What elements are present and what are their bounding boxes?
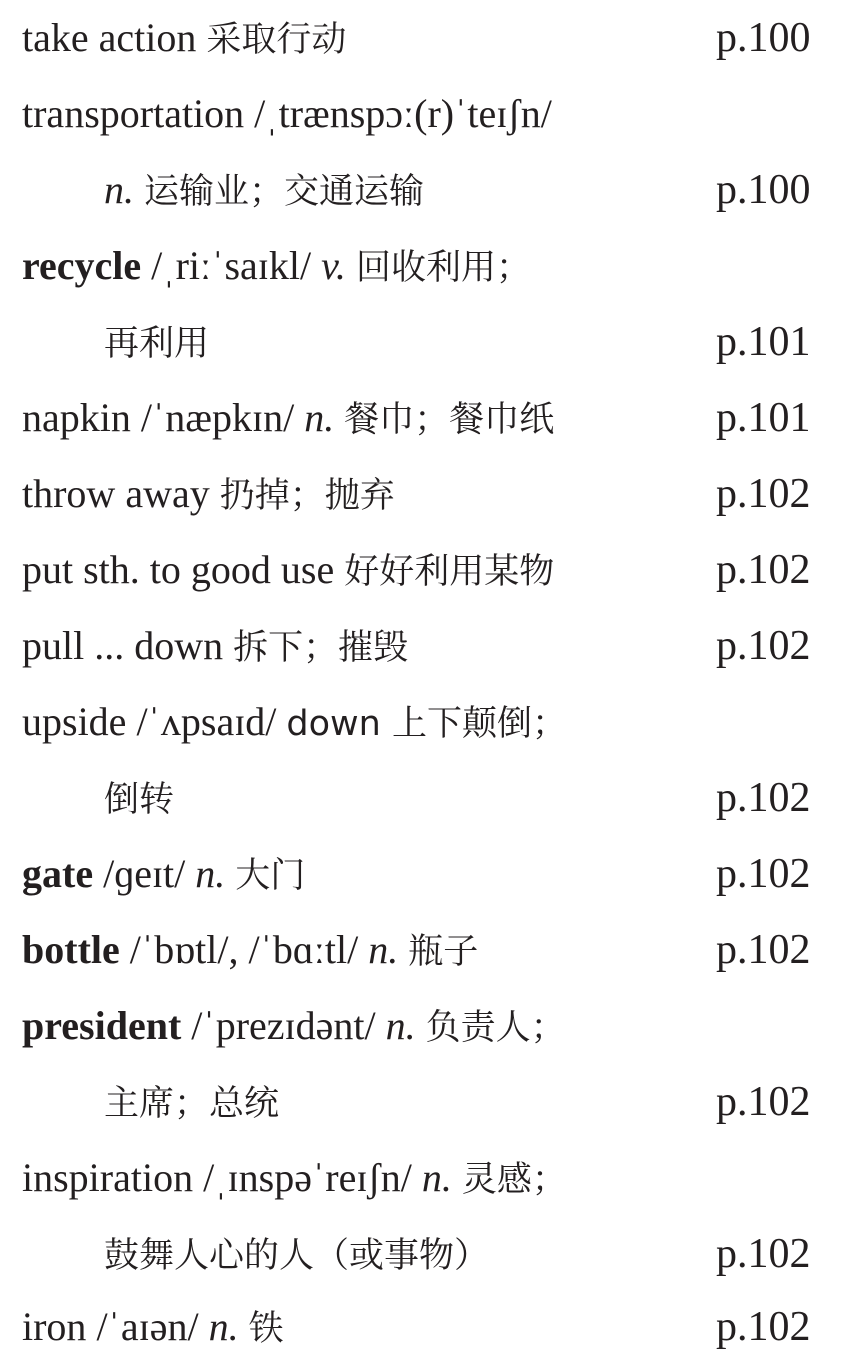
entry-word: pull ... down: [22, 623, 224, 668]
entry-text: [22, 988, 566, 1066]
entry-text: [104, 304, 209, 382]
entry-word: iron: [22, 1304, 87, 1349]
entry-definition: 再利用: [104, 324, 210, 364]
entry-definition: 负责人；: [425, 1008, 566, 1048]
entry-pos: n.: [208, 1304, 239, 1349]
entry-phonetic: /ˈbɒtl/, /ˈbɑːtl/: [129, 927, 359, 972]
page-reference: p.101: [716, 319, 811, 365]
entry-word: put sth. to good use: [22, 547, 335, 592]
vocab-line: [0, 456, 847, 532]
entry-phonetic: /ˈʌpsaɪd/: [136, 699, 277, 744]
vocab-line: [0, 0, 847, 76]
entry-word: inspiration: [22, 1155, 194, 1200]
entry-word: transportation: [22, 91, 245, 136]
entry-definition: 回收利用；: [355, 248, 531, 288]
entry-text: [22, 836, 305, 914]
vocab-line: [0, 532, 847, 608]
entry-phonetic: /ˌriːˈsaɪkl/: [151, 243, 312, 288]
entry-pos: n.: [385, 1003, 416, 1048]
page-reference: p.102: [716, 1231, 811, 1277]
entry-phonetic: /ˈaɪən/: [96, 1304, 199, 1349]
entry-definition: down 上下颠倒；: [286, 704, 567, 744]
entry-text: [104, 760, 174, 838]
entry-word: take action: [22, 15, 197, 60]
vocab-line: [0, 304, 847, 380]
entry-word: bottle: [22, 927, 120, 972]
entry-definition: 铁: [248, 1309, 284, 1349]
page-reference: p.102: [716, 927, 811, 973]
entry-definition: 主席；总统: [104, 1084, 280, 1124]
vocab-line: [0, 380, 847, 456]
entry-pos: v.: [321, 243, 346, 288]
entry-phonetic: /ɡeɪt/: [103, 851, 186, 896]
entry-definition: 运输业；交通运输: [144, 172, 425, 212]
entry-word: upside: [22, 699, 127, 744]
entry-definition: 扔掉；抛弃: [219, 476, 395, 516]
entry-definition: 鼓舞人心的人（或事物）: [104, 1236, 490, 1276]
entry-text: [22, 684, 567, 762]
page-reference: p.102: [716, 1304, 811, 1350]
entry-text: [22, 1289, 284, 1367]
vocab-line: [0, 1216, 847, 1292]
entry-text: [22, 912, 478, 990]
entry-text: [22, 608, 408, 686]
vocab-line: [0, 1064, 847, 1140]
vocab-line: [0, 608, 847, 684]
vocab-line: [0, 152, 847, 228]
vocab-line: [0, 836, 847, 912]
vocab-line: [0, 912, 847, 988]
entry-pos: n.: [104, 167, 134, 212]
vocab-line: [0, 76, 847, 152]
entry-text: [22, 1140, 567, 1218]
entry-text: [22, 532, 554, 610]
entry-definition: 采取行动: [206, 20, 347, 60]
entry-word: throw away: [22, 471, 210, 516]
vocab-line: [0, 228, 847, 304]
entry-text: [22, 228, 531, 306]
entry-phonetic: /ˈprezɪdənt/: [191, 1003, 376, 1048]
entry-text: [22, 380, 554, 458]
entry-definition: 大门: [235, 856, 306, 896]
vocab-line: [0, 988, 847, 1064]
entry-word: napkin: [22, 395, 131, 440]
entry-phonetic: /ˌtrænspɔː(r)ˈteɪʃn/: [254, 91, 552, 136]
page-reference: p.102: [716, 547, 811, 593]
entry-pos: n.: [421, 1155, 452, 1200]
vocab-line: [0, 684, 847, 760]
entry-definition: 瓶子: [408, 932, 479, 972]
entry-definition: 拆下；摧毁: [233, 628, 409, 668]
page-reference: p.102: [716, 1079, 811, 1125]
entry-word: gate: [22, 851, 94, 896]
entry-text: [22, 0, 346, 78]
entry-definition: 好好利用某物: [344, 552, 555, 592]
entry-phonetic: /ˌɪnspəˈreɪʃn/: [203, 1155, 412, 1200]
entry-definition: 餐巾；餐巾纸: [344, 400, 555, 440]
entry-pos: n.: [304, 395, 335, 440]
vocab-line: [0, 1289, 847, 1365]
entry-word: recycle: [22, 243, 142, 288]
page-reference: p.102: [716, 623, 811, 669]
page-reference: p.101: [716, 395, 811, 441]
entry-pos: n.: [368, 927, 399, 972]
page-reference: p.102: [716, 851, 811, 897]
entry-pos: n.: [195, 851, 226, 896]
entry-phonetic: /ˈnæpkɪn/: [140, 395, 295, 440]
vocab-line: [0, 760, 847, 836]
page-reference: p.102: [716, 471, 811, 517]
entry-text: [22, 456, 395, 534]
entry-definition: 倒转: [104, 780, 175, 820]
page-reference: p.102: [716, 775, 811, 821]
page-reference: p.100: [716, 167, 811, 213]
entry-definition: 灵感；: [461, 1160, 567, 1200]
entry-text: [104, 152, 424, 230]
page-reference: p.100: [716, 15, 811, 61]
entry-word: president: [22, 1003, 182, 1048]
entry-text: [22, 76, 552, 152]
entry-text: [104, 1064, 279, 1142]
vocab-line: [0, 1140, 847, 1216]
entry-text: [104, 1216, 489, 1294]
